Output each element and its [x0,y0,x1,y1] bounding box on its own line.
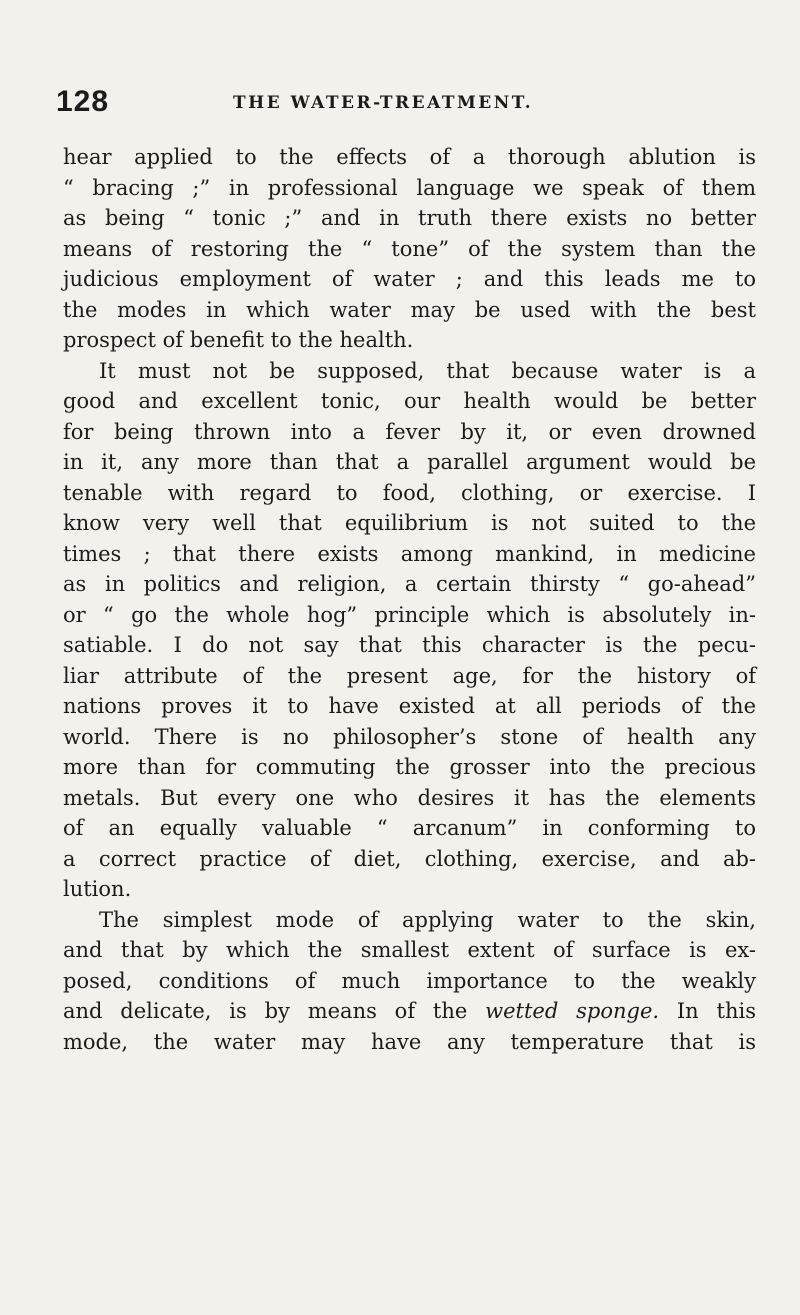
text-line: good and excellent tonic, our health would be better [63,389,756,413]
text-line: lution. [63,877,132,901]
emphasis-wetted-sponge: wetted sponge. [485,999,660,1023]
text-line: as in politics and religion, a certain thirsty “ go-ahead” [63,572,756,596]
text-run: and delicate, is by means of the [63,999,486,1023]
text-line: or “ go the whole hog” principle which is absolutely in- [63,602,756,627]
text-line: metals. But every one who desires it has the elements [63,785,756,810]
text-line: a correct practice of diet, clothing, exercise, and ab- [63,846,756,871]
text-line: liar attribute of the present age, for the history of [63,663,756,688]
text-run: In this [659,999,756,1023]
page-number: 128 [56,85,110,118]
text-line: tenable with regard to food, clothing, or exercise. I [63,480,756,505]
text-line: the modes in which water may be used with the best [63,297,756,322]
text-line: means of restoring the “ tone” of the system than the [63,236,756,261]
text-line: and that by which the smallest extent of surface is ex- [63,938,756,962]
text-line: in it, any more than that a parallel argument would be [63,450,756,474]
text-line: more than for commuting the grosser into the precious [63,755,756,779]
text-line: as being “ tonic ;” and in truth there exists no better [63,206,756,230]
text-line: mode, the water may have any temperature that is [63,1029,756,1054]
page-header [56,86,756,122]
text-line: times ; that there exists among mankind, in medicine [63,541,756,566]
running-head: THE WATER-TREATMENT. [233,93,534,113]
text-line: know very well that equilibrium is not suited to the [63,511,756,535]
text-line: posed, conditions of much importance to the weakly [63,968,756,993]
text-line: nations proves it to have existed at all periods of the [63,694,756,718]
text-line-with-emphasis [63,996,756,1027]
text-line: satiable. I do not say that this character is the pecu- [63,633,756,657]
text-line: hear applied to the effects of a thorough ablution is [63,145,756,169]
text-line: of an equally valuable “ arcanum” in conforming to [63,816,756,840]
text-line: It must not be supposed, that because water is a [99,358,756,383]
text-line: judicious employment of water ; and this leads me to [63,267,756,291]
text-line: prospect of benefit to the health. [63,328,414,352]
body-text [63,142,756,1057]
text-line: “ bracing ;” in professional language we speak of them [63,175,756,200]
text-line: for being thrown into a fever by it, or even drowned [63,419,756,444]
text-line: The simplest mode of applying water to the skin, [99,907,756,932]
text-line: world. There is no philosopher’s stone of health any [63,724,756,749]
